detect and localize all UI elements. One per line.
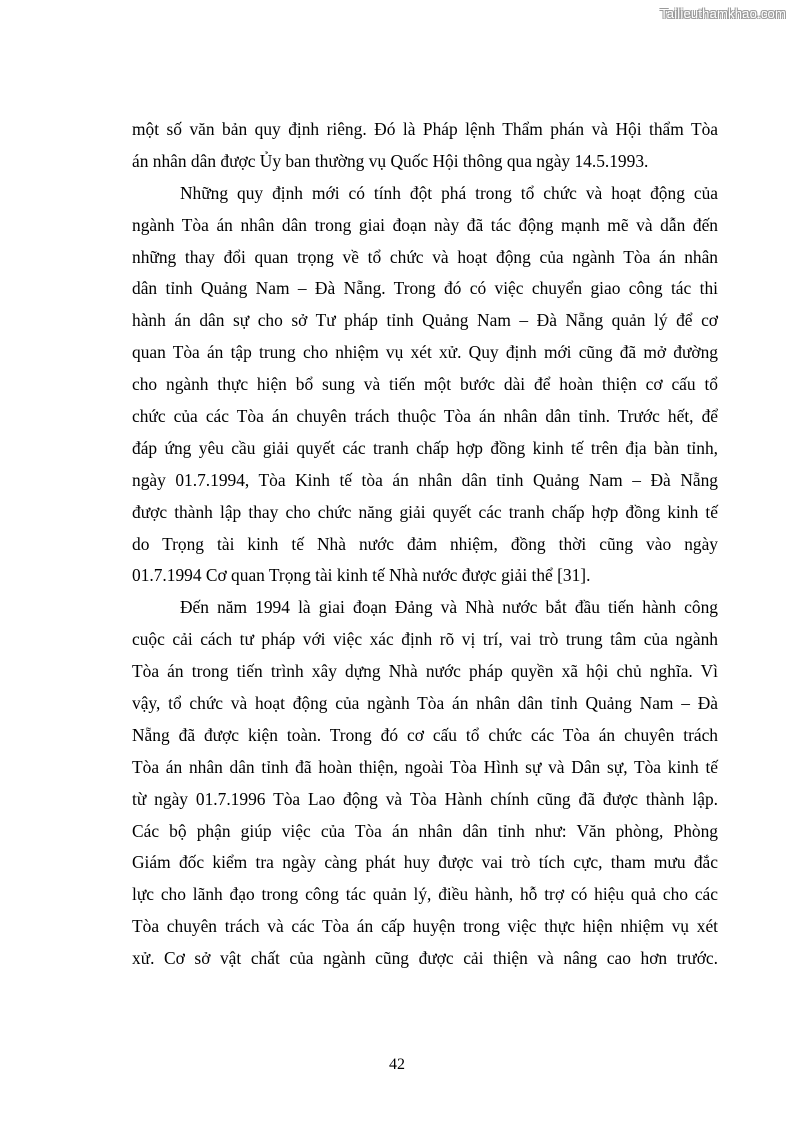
text-line: hành án dân sự cho sở Tư pháp tỉnh Quảng Nam – Đà Nẵng quản lý để cơ	[132, 310, 718, 331]
text-line: Tòa chuyên trách và các Tòa án cấp huyện trong việc thực hiện nhiệm vụ xét	[132, 916, 718, 937]
text-line: quan Tòa án tập trung cho nhiệm vụ xét xử. Quy định mới cũng đã mở đường	[132, 342, 718, 363]
page-number: 42	[389, 1056, 405, 1073]
text-line: Các bộ phận giúp việc của Tòa án nhân dân tỉnh như: Văn phòng, Phòng	[132, 820, 718, 841]
text-line: ngày 01.7.1994, Tòa Kinh tế tòa án nhân dân tỉnh Quảng Nam – Đà Nẵng	[132, 469, 718, 490]
text-line: dân tỉnh Quảng Nam – Đà Nẵng. Trong đó có việc chuyển giao công tác thi	[132, 278, 718, 299]
text-line: xử. Cơ sở vật chất của ngành cũng được cải thiện và nâng cao hơn trước.	[132, 948, 718, 969]
text-line: được thành lập thay cho chức năng giải quyết các tranh chấp hợp đồng kinh tế	[132, 501, 718, 522]
text-line: vậy, tổ chức và hoạt động của ngành Tòa án nhân dân tỉnh Quảng Nam – Đà	[132, 693, 718, 714]
text-line: Đến năm 1994 là giai đoạn Đảng và Nhà nước bắt đầu tiến hành công	[180, 597, 718, 618]
text-line: Nẵng đã được kiện toàn. Trong đó cơ cấu tổ chức các Tòa án chuyên trách	[132, 724, 718, 745]
text-line: những thay đổi quan trọng về tổ chức và hoạt động của ngành Tòa án nhân	[132, 246, 718, 267]
paragraph-2	[132, 178, 718, 593]
text-line: Tòa án nhân dân tỉnh đã hoàn thiện, ngoài Tòa Hình sự và Dân sự, Tòa kinh tế	[132, 756, 718, 777]
text-line: đáp ứng yêu cầu giải quyết các tranh chấp hợp đồng kinh tế trên địa bàn tỉnh,	[132, 437, 718, 458]
text-line: cho ngành thực hiện bổ sung và tiến một bước dài để hoàn thiện cơ cấu tổ	[132, 374, 718, 395]
text-line: Giám đốc kiểm tra ngày càng phát huy được vai trò tích cực, tham mưu đắc	[132, 852, 718, 873]
paragraph-1	[132, 114, 718, 178]
paragraph-3	[132, 592, 718, 975]
text-line: Những quy định mới có tính đột phá trong tổ chức và hoạt động của	[180, 182, 718, 203]
text-line: cuộc cải cách tư pháp với việc xác định rõ vị trí, vai trò trung tâm của ngành	[132, 629, 718, 650]
text-line: án nhân dân được Ủy ban thường vụ Quốc Hội thông qua ngày 14.5.1993.	[132, 150, 649, 171]
text-line: ngành Tòa án nhân dân trong giai đoạn này đã tác động mạnh mẽ và dẫn đến	[132, 214, 718, 235]
text-line: một số văn bản quy định riêng. Đó là Pháp lệnh Thẩm phán và Hội thẩm Tòa	[132, 119, 718, 139]
text-line: lực cho lãnh đạo trong công tác quản lý, điều hành, hỗ trợ có hiệu quả cho các	[132, 884, 718, 905]
text-line: chức của các Tòa án chuyên trách thuộc Tòa án nhân dân tỉnh. Trước hết, để	[132, 406, 718, 427]
text-line: từ ngày 01.7.1996 Tòa Lao động và Tòa Hành chính cũng đã được thành lập.	[132, 788, 718, 809]
text-line: do Trọng tài kinh tế Nhà nước đảm nhiệm, đồng thời cũng vào ngày	[132, 533, 718, 554]
document-body	[132, 114, 718, 975]
text-line: 01.7.1994 Cơ quan Trọng tài kinh tế Nhà nước được giải thể [31].	[132, 565, 591, 586]
watermark-text: Tailieuthamkhao.com	[660, 6, 786, 21]
text-line: Tòa án trong tiến trình xây dựng Nhà nước pháp quyền xã hội chủ nghĩa. Vì	[132, 661, 718, 682]
